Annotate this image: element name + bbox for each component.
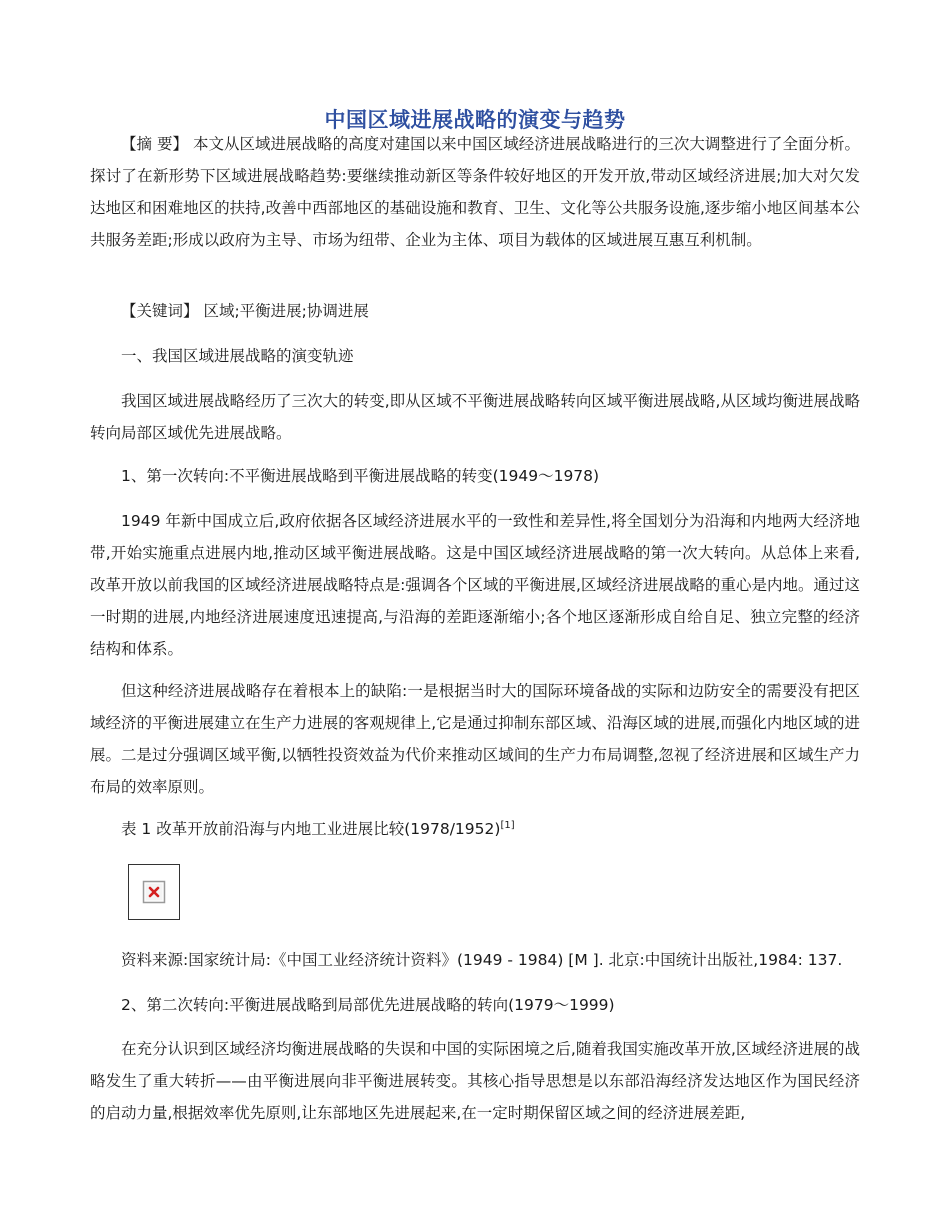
section-1-heading: 一、我国区域进展战略的演变轨迹 bbox=[121, 347, 354, 365]
subsection-2-heading: 2、第二次转向:平衡进展战略到局部优先进展战略的转向(1979～1999) bbox=[121, 996, 615, 1014]
document-title: 中国区域进展战略的演变与趋势 bbox=[324, 108, 626, 132]
paragraph-defect: 但这种经济进展战略存在着根本上的缺陷:一是根据当时大的国际环境备战的实际和边防安全的需要没有把区域经济的平衡进展建立在生产力进展的客观规律上,它是通过抑制东部区域、沿海区域的进展,而强化内地区域的进展。二是过分强调区域平衡,以牺牲投资效益为代价来推动区域间的生产力布局调整,忽视了经济进展和区域生产力布局的效率原则。 bbox=[90, 682, 860, 796]
table-caption bbox=[90, 813, 860, 845]
abstract-paragraph bbox=[90, 128, 860, 256]
abstract-text: 本文从区域进展战略的高度对建国以来中国区域经济进展战略进行的三次大调整进行了全面分析。探讨了在新形势下区域进展战略趋势:要继续推动新区等条件较好地区的开发开放,带动区域经济进展;加大对欠发达地区和困难地区的扶持,改善中西部地区的基础设施和教育、卫生、文化等公共服务设施,逐步缩小地区间基本公共服务差距;形成以政府为主导、市场为纽带、企业为主体、项目为载体的区域进展互惠互利机制。 bbox=[90, 135, 861, 249]
subsection-1-heading: 1、第一次转向:不平衡进展战略到平衡进展战略的转变(1949～1978) bbox=[121, 467, 600, 485]
intro-paragraph: 我国区域进展战略经历了三次大的转变,即从区域不平衡进展战略转向区域平衡进展战略,从区域均衡进展战略转向局部区域优先进展战略。 bbox=[90, 392, 860, 442]
abstract-label: 【摘 要】 bbox=[121, 135, 188, 153]
source-note: 资料来源:国家统计局:《中国工业经济统计资料》(1949 - 1984) [M ]. 北京:中国统计出版社,1984: 137. bbox=[121, 951, 843, 969]
table-reference[interactable]: [1] bbox=[500, 819, 515, 831]
paragraph-second-turn: 在充分认识到区域经济均衡进展战略的失误和中国的实际困境之后,随着我国实施改革开放,区域经济进展的战略发生了重大转折——由平衡进展向非平衡进展转变。其核心指导思想是以东部沿海经济发达地区作为国民经济的启动力量,根据效率优先原则,让东部地区先进展起来,在一定时期保留区域之间的经济进展差距, bbox=[90, 1040, 860, 1122]
keywords-text: 区域;平衡进展;协调进展 bbox=[203, 302, 369, 320]
keywords-label: 【关键词】 bbox=[121, 302, 199, 320]
table-caption-text: 表 1 改革开放前沿海与内地工业进展比较(1978/1952) bbox=[121, 820, 501, 838]
paragraph-1949: 1949 年新中国成立后,政府依据各区域经济进展水平的一致性和差异性,将全国划分为沿海和内地两大经济地带,开始实施重点进展内地,推动区域平衡进展战略。这是中国区域经济进展战略的第一次大转向。从总体上来看,改革开放以前我国的区域经济进展战略特点是:强调各个区域的平衡进展,区域经济进展战略的重心是内地。通过这一时期的进展,内地经济进展速度迅速提高,与沿海的差距逐渐缩小;各个地区逐渐形成自给自足、独立完整的经济结构和体系。 bbox=[90, 512, 860, 658]
broken-image-icon bbox=[142, 880, 166, 904]
table-image-placeholder bbox=[128, 864, 180, 920]
keywords-paragraph bbox=[90, 295, 860, 327]
